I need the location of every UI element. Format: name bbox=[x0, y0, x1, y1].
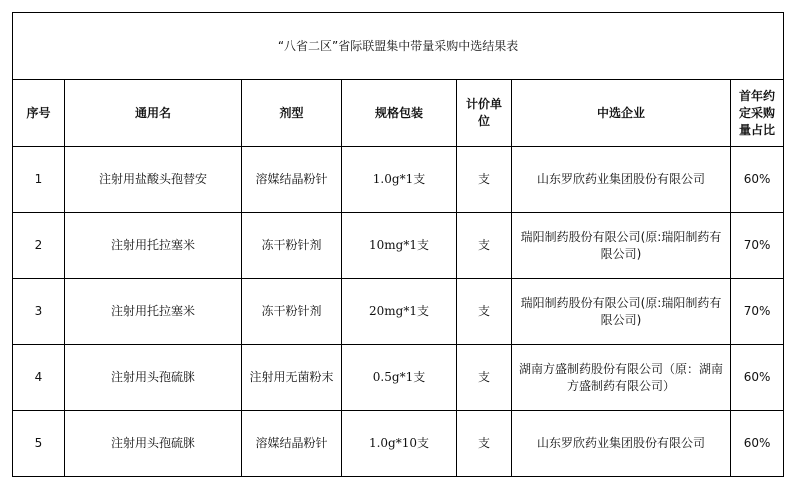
header-generic-name: 通用名 bbox=[65, 80, 242, 147]
table-row bbox=[13, 411, 784, 477]
row-first-year-share: 60% bbox=[731, 411, 784, 477]
row-generic-name: 注射用盐酸头孢替安 bbox=[65, 147, 242, 213]
row-selected-company: 瑞阳制药股份有限公司(原:瑞阳制药有限公司) bbox=[512, 213, 731, 279]
row-index: 5 bbox=[13, 411, 65, 477]
table-row bbox=[13, 345, 784, 411]
row-selected-company: 瑞阳制药股份有限公司(原:瑞阳制药有限公司) bbox=[512, 279, 731, 345]
table-row bbox=[13, 279, 784, 345]
row-dosage-form: 溶媒结晶粉针 bbox=[242, 147, 342, 213]
row-spec-pack: 10mg*1支 bbox=[342, 213, 457, 279]
table-title: “八省二区”省际联盟集中带量采购中选结果表 bbox=[13, 13, 784, 80]
row-dosage-form: 冻干粉针剂 bbox=[242, 213, 342, 279]
row-spec-pack: 0.5g*1支 bbox=[342, 345, 457, 411]
row-first-year-share: 70% bbox=[731, 279, 784, 345]
header-dosage-form: 剂型 bbox=[242, 80, 342, 147]
table-header-row bbox=[13, 80, 784, 147]
header-index: 序号 bbox=[13, 80, 65, 147]
row-first-year-share: 60% bbox=[731, 147, 784, 213]
row-dosage-form: 冻干粉针剂 bbox=[242, 279, 342, 345]
header-selected-company: 中选企业 bbox=[512, 80, 731, 147]
row-pricing-unit: 支 bbox=[457, 411, 512, 477]
row-pricing-unit: 支 bbox=[457, 279, 512, 345]
row-spec-pack: 20mg*1支 bbox=[342, 279, 457, 345]
header-pricing-unit: 计价单位 bbox=[457, 80, 512, 147]
row-index: 3 bbox=[13, 279, 65, 345]
header-spec-pack: 规格包装 bbox=[342, 80, 457, 147]
row-pricing-unit: 支 bbox=[457, 345, 512, 411]
row-pricing-unit: 支 bbox=[457, 213, 512, 279]
row-index: 2 bbox=[13, 213, 65, 279]
table-row bbox=[13, 213, 784, 279]
row-dosage-form: 注射用无菌粉末 bbox=[242, 345, 342, 411]
row-first-year-share: 70% bbox=[731, 213, 784, 279]
row-pricing-unit: 支 bbox=[457, 147, 512, 213]
row-first-year-share: 60% bbox=[731, 345, 784, 411]
row-spec-pack: 1.0g*10支 bbox=[342, 411, 457, 477]
table-row bbox=[13, 147, 784, 213]
row-generic-name: 注射用头孢硫脒 bbox=[65, 411, 242, 477]
row-selected-company: 湖南方盛制药股份有限公司（原：湖南方盛制药有限公司） bbox=[512, 345, 731, 411]
procurement-result-table bbox=[12, 12, 784, 477]
row-index: 1 bbox=[13, 147, 65, 213]
table-title-row bbox=[13, 13, 784, 80]
header-first-year-share: 首年约定采购量占比 bbox=[731, 80, 784, 147]
row-index: 4 bbox=[13, 345, 65, 411]
row-spec-pack: 1.0g*1支 bbox=[342, 147, 457, 213]
row-selected-company: 山东罗欣药业集团股份有限公司 bbox=[512, 147, 731, 213]
row-generic-name: 注射用托拉塞米 bbox=[65, 279, 242, 345]
row-selected-company: 山东罗欣药业集团股份有限公司 bbox=[512, 411, 731, 477]
row-dosage-form: 溶媒结晶粉针 bbox=[242, 411, 342, 477]
table-body bbox=[13, 147, 784, 477]
row-generic-name: 注射用头孢硫脒 bbox=[65, 345, 242, 411]
row-generic-name: 注射用托拉塞米 bbox=[65, 213, 242, 279]
